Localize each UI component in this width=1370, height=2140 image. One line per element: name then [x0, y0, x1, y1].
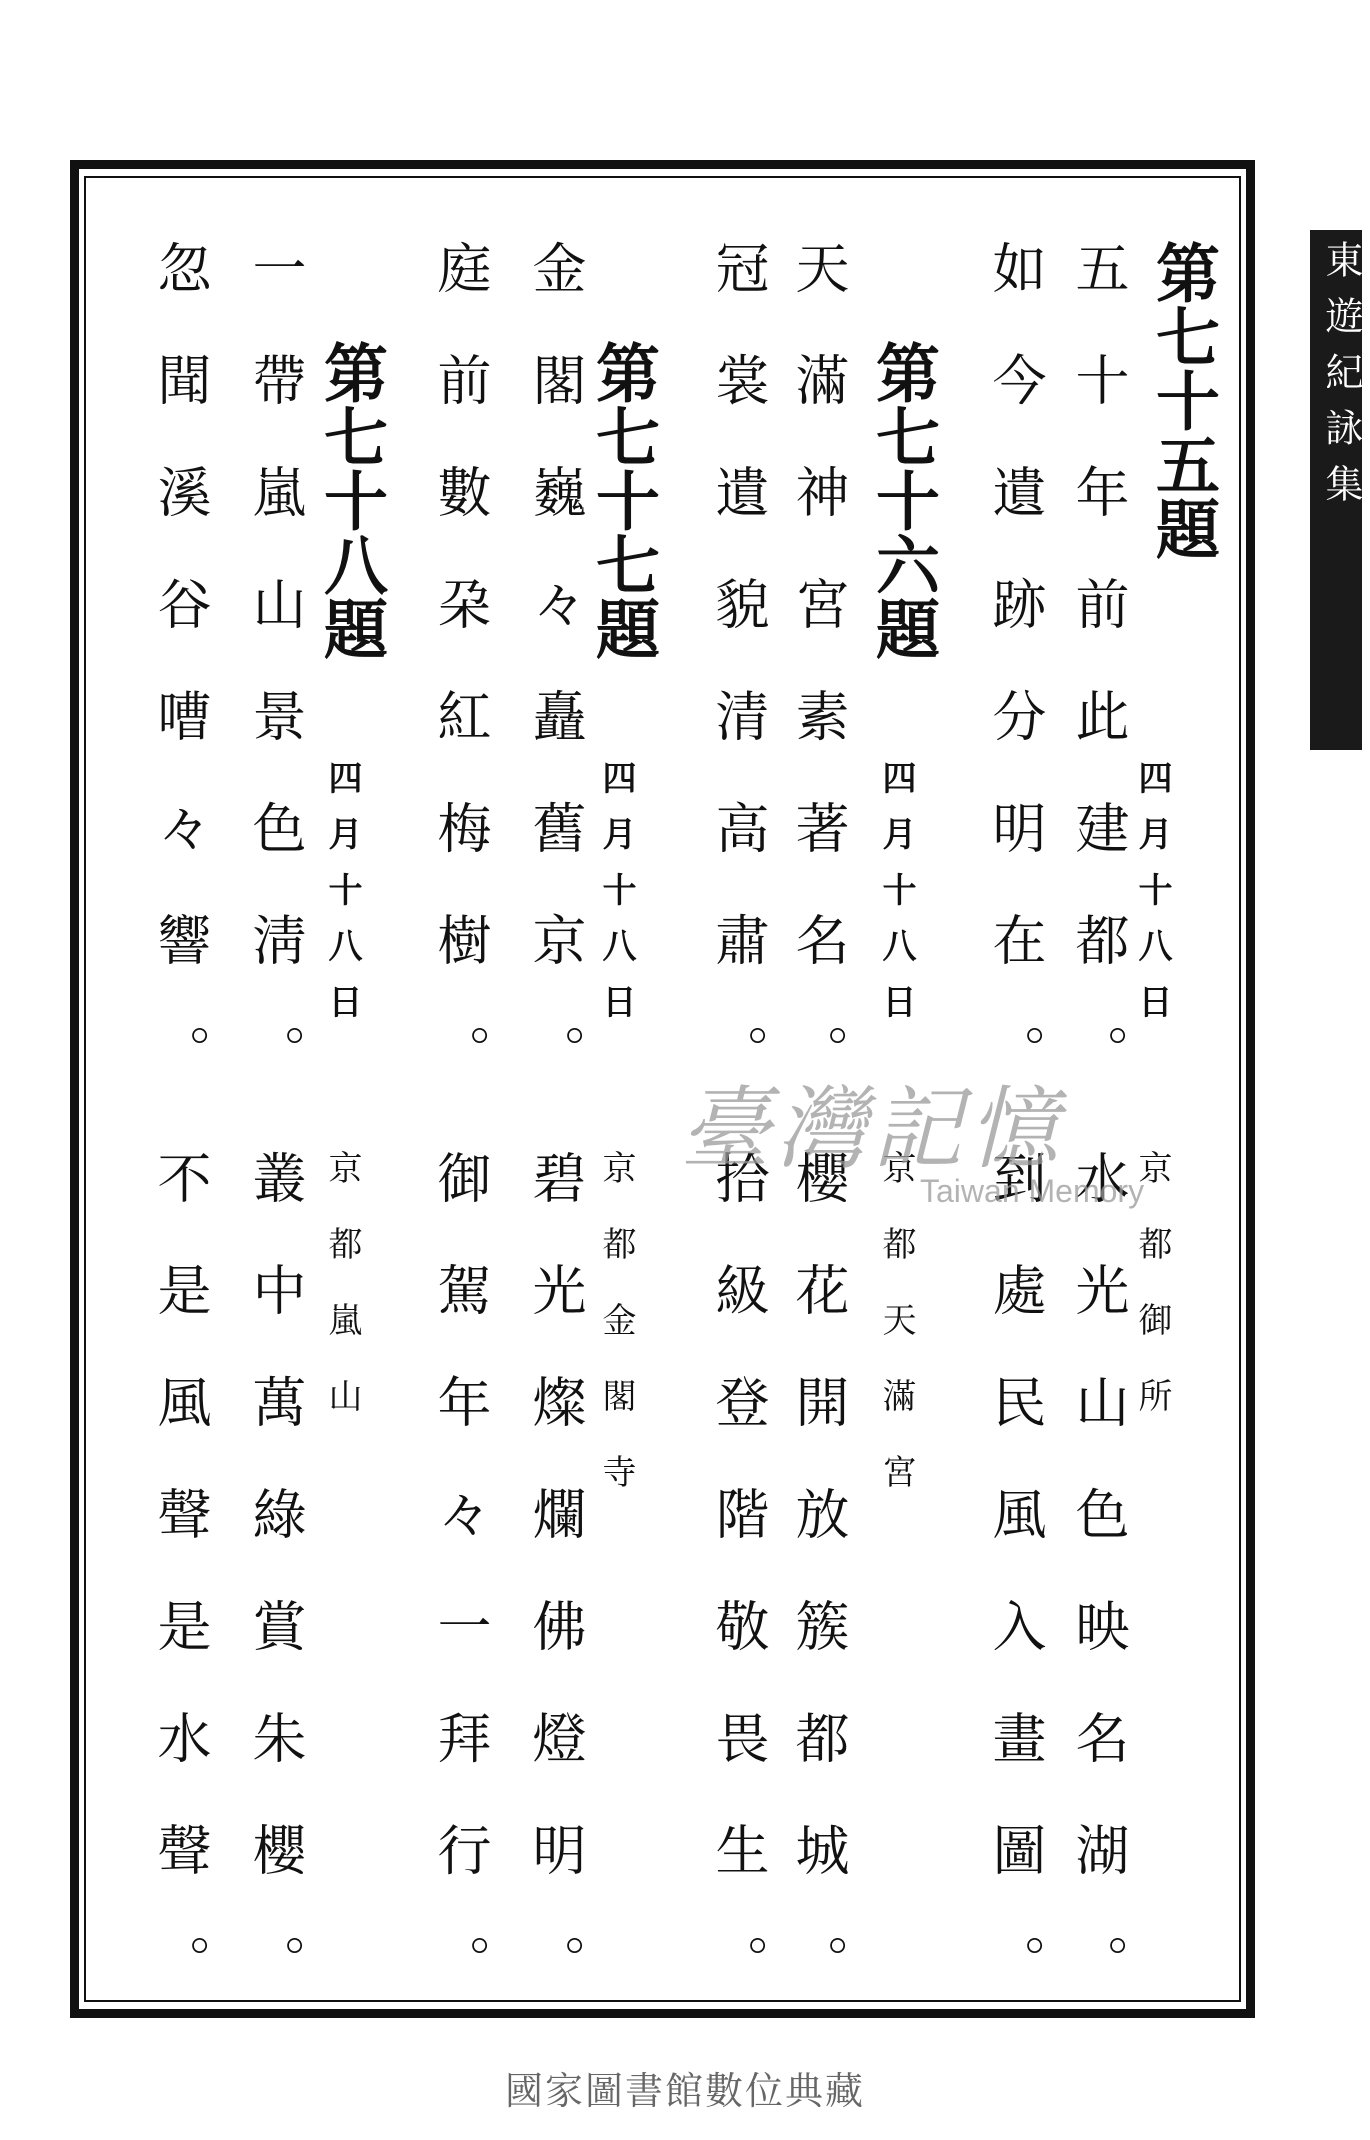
- poem-75-line-4: 到處民風入畫圖。: [984, 1150, 1047, 2046]
- poem-76-line-1: 天滿神宮素著名。: [787, 240, 850, 1136]
- side-tab-label: 東遊紀詠集: [1319, 240, 1363, 520]
- watermark: [680, 1075, 1150, 1235]
- poem-78-heading: 第七十八題: [313, 340, 388, 660]
- poem-78-line-2: 叢中萬綠賞朱櫻。: [244, 1150, 307, 2046]
- poem-77-line-3: 庭前數朶紅梅樹。: [429, 240, 492, 1136]
- footer-credit: 國家圖書館數位典藏: [504, 2069, 865, 2113]
- poem-78-date: 四月十八日: [322, 760, 362, 1040]
- watermark-title: 臺灣記憶: [680, 1077, 1064, 1182]
- poem-75-line-3: 如今遺跡分明在。: [984, 240, 1047, 1136]
- poem-75-line-2: 水光山色映名湖。: [1067, 1150, 1130, 2046]
- watermark-subtitle: Taiwan Memory: [920, 1173, 1145, 1209]
- poem-76-date: 四月十八日: [876, 760, 916, 1040]
- poem-76-line-4: 拾級登階敬畏生。: [707, 1150, 770, 2046]
- poem-77-place: 京都金閣寺: [596, 1150, 636, 1530]
- poem-75-line-1: 五十年前此建都。: [1067, 240, 1130, 1136]
- poem-77-date: 四月十八日: [596, 760, 636, 1040]
- poem-76-line-2: 櫻花開放簇都城。: [787, 1150, 850, 2046]
- poem-77-line-4: 御駕年々一拜行。: [429, 1150, 492, 2046]
- poem-78-line-3: 忽聞溪谷嘈々響。: [149, 240, 212, 1136]
- poem-77-line-1: 金閣巍々矗舊京。: [524, 240, 587, 1136]
- poem-75-place: 京都御所: [1132, 1150, 1172, 1454]
- poem-78-place: 京都嵐山: [322, 1150, 362, 1454]
- poem-77-heading: 第七十七題: [585, 340, 660, 660]
- poem-76-heading: 第七十六題: [865, 340, 940, 660]
- poem-78-line-1: 一帶嵐山景色淸。: [244, 240, 307, 1136]
- poem-75-date: 四月十八日: [1132, 760, 1172, 1040]
- poem-75-heading: 第七十五題: [1145, 240, 1220, 560]
- poem-76-place: 京都天滿宮: [876, 1150, 916, 1530]
- poem-77-line-2: 碧光燦爛佛燈明。: [524, 1150, 587, 2046]
- poem-78-line-4: 不是風聲是水聲。: [149, 1150, 212, 2046]
- poem-76-line-3: 冠裳遺貌清高肅。: [707, 240, 770, 1136]
